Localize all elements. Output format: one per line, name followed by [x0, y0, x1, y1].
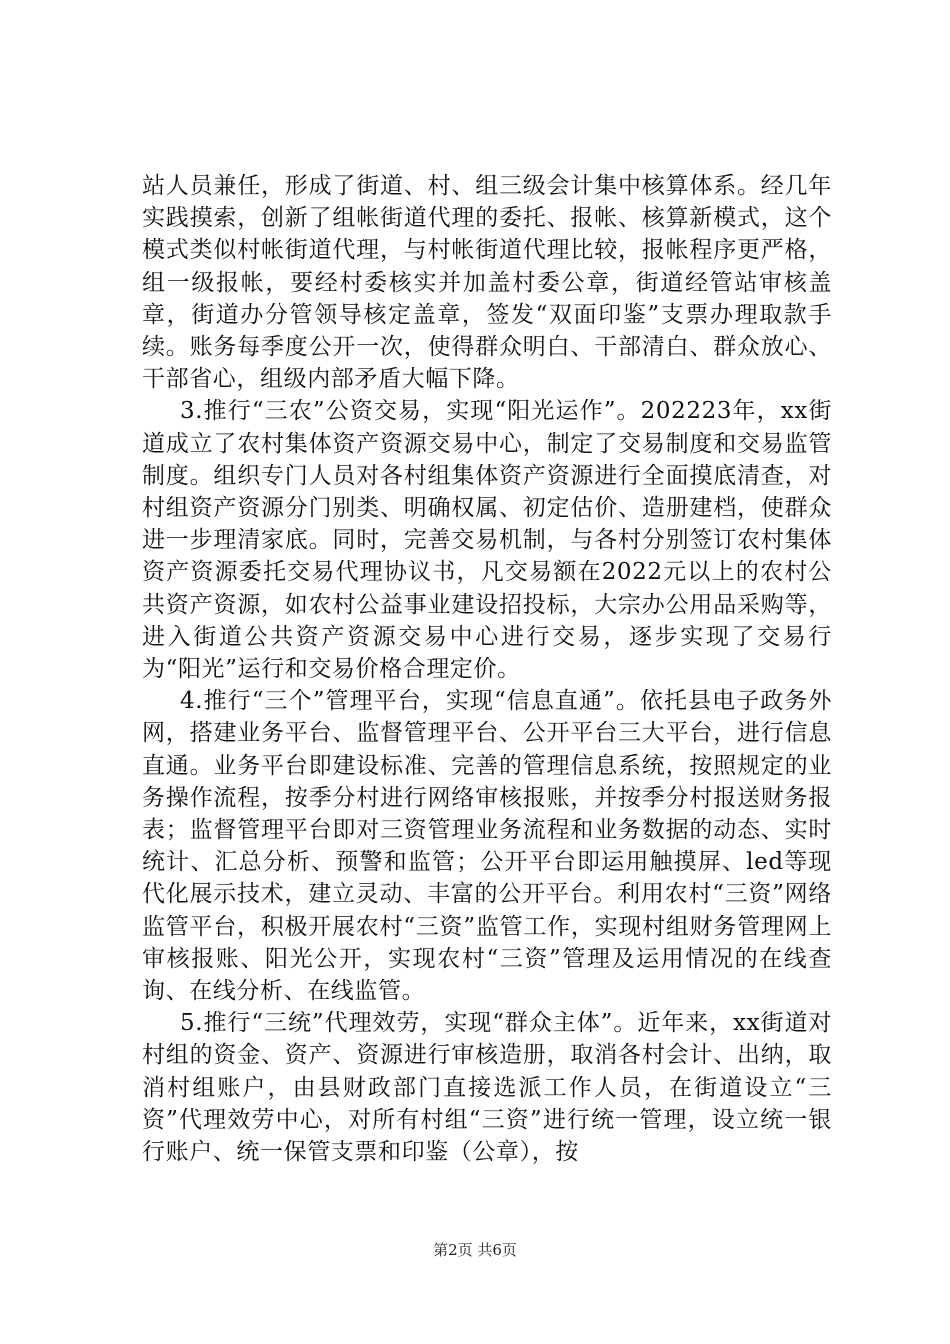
paragraph-continued: 站人员兼任，形成了街道、村、组三级会计集中核算体系。经几年实践摸索，创新了组帐街道代理的委托、报帐、核算新模式，这个模式类似村帐街道代理，与村帐街道代理比较，报帐程序更严格，组一级报帐，要经村委核实并加盖村委公章，街道经管站审核盖章，街道办分管领导核定盖章，签发“双面印鉴”支票办理取款手续。账务每季度公开一次，使得群众明白、干部清白、群众放心、干部省心，组级内部矛盾大幅下降。 — [142, 173, 832, 393]
paragraph-item-4: 4.推行“三个”管理平台，实现“信息直通”。依托县电子政务外网，搭建业务平台、监督管理平台、公开平台三大平台，进行信息直通。业务平台即建设标准、完善的管理信息系统，按照规定的业务操作流程，按季分村进行网络审核报账，并按季分村报送财务报表；监督管理平台即对三资管理业务流程和业务数据的动态、实时统计、汇总分析、预警和监管；公开平台即运用触摸屏、led等现代化展示技术，建立灵动、丰富的公开平台。利用农村“三资”网络监管平台，积极开展农村“三资”监管工作，实现村组财务管理网上审核报账、阳光公开，实现农村“三资”管理及运用情况的在线查询、在线分析、在线监管。 — [142, 688, 832, 1005]
document-body — [142, 170, 832, 1168]
paragraph-item-3: 3.推行“三农”公资交易，实现“阳光运作”。202223年，xx街道成立了农村集体资产资源交易中心，制定了交易制度和交易监管制度。组织专门人员对各村组集体资产资源进行全面摸底清查，对村组资产资源分门别类、明确权属、初定估价、造册建档，使群众进一步理清家底。同时，完善交易机制，与各村分别签订农村集体资产资源委托交易代理协议书，凡交易额在2022元以上的农村公共资产资源，如农村公益事业建设招投标，大宗办公用品采购等，进入街道公共资产资源交易中心进行交易，逐步实现了交易行为“阳光”运行和交易价格合理定价。 — [142, 398, 832, 683]
page-footer: 第2页 共6页 — [433, 1241, 517, 1259]
paragraph-item-5: 5.推行“三统”代理效劳，实现“群众主体”。近年来，xx街道对村组的资金、资产、资源进行审核造册，取消各村会计、出纳，取消村组账户，由县财政部门直接选派工作人员，在街道设立“三资”代理效劳中心，对所有村组“三资”进行统一管理，设立统一银行账户、统一保管支票和印鉴（公章），按 — [142, 1010, 832, 1166]
